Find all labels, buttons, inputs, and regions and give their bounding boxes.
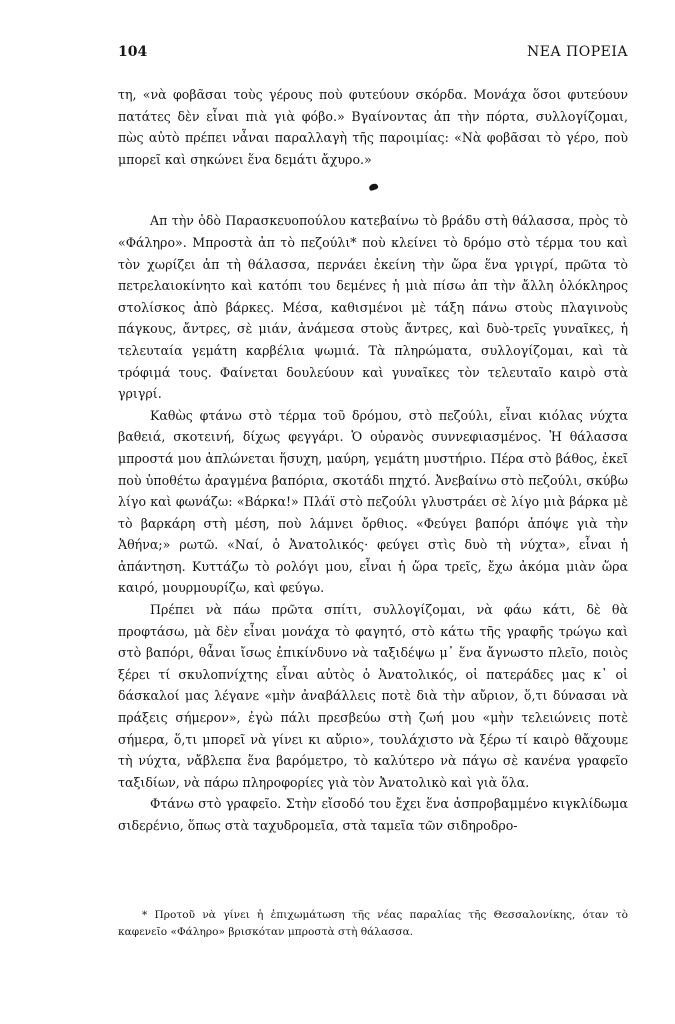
body-text	[118, 84, 628, 837]
paragraph: Καθὼς φτάνω στὸ τέρμα τοῦ δρόμου, στὸ πεζούλι, εἶναι κιόλας νύχτα βαθειά, σκοτεινή, δίχως φεγγάρι. Ὁ οὐρανὸς συννεφιασμένος. Ἡ θάλασσα μπροστά μου ἁπλώνεται ἥσυχη, μαύρη, γεμάτη μυστήριο. Πέρα στὸ βάθος, ἐκεῖ ποὺ ὑποθέτω ἀραγμένα βαπόρια, σκοτάδι πηχτό. Ἀνεβαίνω στὸ πεζούλι, σκύβω λίγο καὶ φωνάζω: «Βάρκα!» Πλάϊ στὸ πεζούλι γλυστράει σὲ λίγο μιὰ βάρκα μὲ τὸ βαρκάρη στὴ μέση, ποὺ λάμνει ὄρθιος. «Φεύγει βαπόρι ἀπόψε γιὰ τὴν Ἀθήνα;» ρωτῶ. «Ναί, ὁ Ἀνατολικός· φεύγει στὶς δυὸ τὴ νύχτα», εἶναι ἡ ἀπάντηση. Κυττάζω τὸ ρολόγι μου, εἶναι ἡ ὥρα τρεῖς, ἔχω ἀκόμα μιὰν ὥρα καιρό, μουρμουρίζω, καὶ φεύγω.	[118, 407, 628, 596]
section-separator	[118, 172, 628, 202]
paragraph-continued: τη, «νὰ φοβᾶσαι τοὺς γέρους ποὺ φυτεύουν σκόρδα. Μονάχα ὅσοι φυτεύουν πατάτες δὲν εἶναι πιὰ γιὰ φόβο.» Βγαίνοντας ἀπ τὴν πόρτα, συλλογίζομαι, πὼς αὐτὸ πρέπει νἆναι παραλλαγὴ τῆς παροιμίας: «Νὰ φοβᾶσαι τὸ γέρο, ποὺ μπορεῖ καὶ σηκώνει ἕνα δεμάτι ἄχυρο.»	[118, 87, 628, 167]
footnote: * Προτοῦ νὰ γίνει ἡ ἐπιχωμάτωση τῆς νέας παραλίας τῆς Θεσσαλονίκης, όταν τὸ καφενεῖο «Φάληρο» βρισκόταν μπροστὰ στὴ θάλασσα.	[118, 909, 628, 938]
paragraph: Φτάνω στὸ γραφεῖο. Στὴν εἴσοδό του ἔχει ἕνα ἀσπροβαμμένο κιγκλίδωμα σιδερένιο, ὅπως στὰ ταχυδρομεῖα, στὰ ταμεῖα τῶν σιδηροδρο-	[118, 796, 628, 833]
ornament-mark	[368, 183, 379, 192]
running-title: ΝΕΑ ΠΟΡΕΙΑ	[527, 44, 628, 60]
page-number: 104	[118, 44, 148, 60]
paragraph: Πρέπει νὰ πάω πρῶτα σπίτι, συλλογίζομαι, νὰ φάω κάτι, δὲ θὰ προφτάσω, μὰ δὲν εἶναι μονάχα τὸ φαγητό, στὸ κάτω τῆς γραφῆς τρώγω καὶ στὸ βαπόρι, θἆναι ἴσως ἐπικίνδυνο νὰ ταξιδέψω μ᾿ ἕνα ἄγνωστο πλεῖο, ποιὸς ξέρει τί σκυλοπνίχτης εἶναι αὐτὸς ὁ Ἀνατολικός, οἱ πατεράδες μας κ᾿ οἱ δάσκαλοί μας λέγανε «μὴν ἀναβάλλεις ποτὲ διὰ τὴν αὔριον, ὅ,τι δύνασαι νὰ πράξεις σήμερον», ἐγὼ πάλι πρεσβεύω στὴ ζωή μου «μὴν τελειώνεις ποτὲ σήμερα, ὅ,τι μπορεῖ νὰ γίνει κι αὔριο», τουλάχιστο νὰ ξέρω τί καιρὸ θἄχουμε τὴ νύχτα, νἄβλεπα ἕνα βαρόμετρο, τὸ καλύτερο νὰ πάγω σὲ κανένα γραφεῖο ταξιδίων, νὰ πάρω πληροφορίες γιὰ τὸν Ἀνατολικὸ καὶ γιὰ ὅλα.	[118, 602, 628, 790]
page-header	[118, 44, 628, 66]
paragraph: Απ τὴν ὁδὸ Παρασκευοπούλου κατεβαίνω τὸ βράδυ στὴ θάλασσα, πρὸς τὸ «Φάληρο». Μπροστὰ ἀπ τὸ πεζούλι* ποὺ κλείνει τὸ δρόμο στὸ τέρμα του καὶ τὸν χωρίζει ἀπ τὴ θάλασσα, περνάει ἐκείνη τὴν ὥρα ἕνα γριγρί, πρῶτα τὸ πετρελαιοκίνητο καὶ κατόπι του δεμένες ἡ μιὰ πίσω ἀπ τὴν ἄλλη ὁλόκληρος στολίσκος ἀπὸ βάρκες. Μέσα, καθισμένοι μὲ τάξη πάνω στοὺς πλαγινοὺς πάγκους, ἄντρες, σὲ μιάν, ἀνάμεσα στοὺς ἄντρες, καὶ δυὸ-τρεῖς γυναῖκες, ἡ τελευταία γεμάτη καρβέλια ψωμιά. Τὰ πληρώματα, συλλογίζομαι, καὶ τὰ τρόφιμά τους. Φαίνεται δουλεύουν καὶ γυναῖκες τὸν τελευταῖο καιρὸ στὰ γριγρί.	[118, 213, 628, 402]
